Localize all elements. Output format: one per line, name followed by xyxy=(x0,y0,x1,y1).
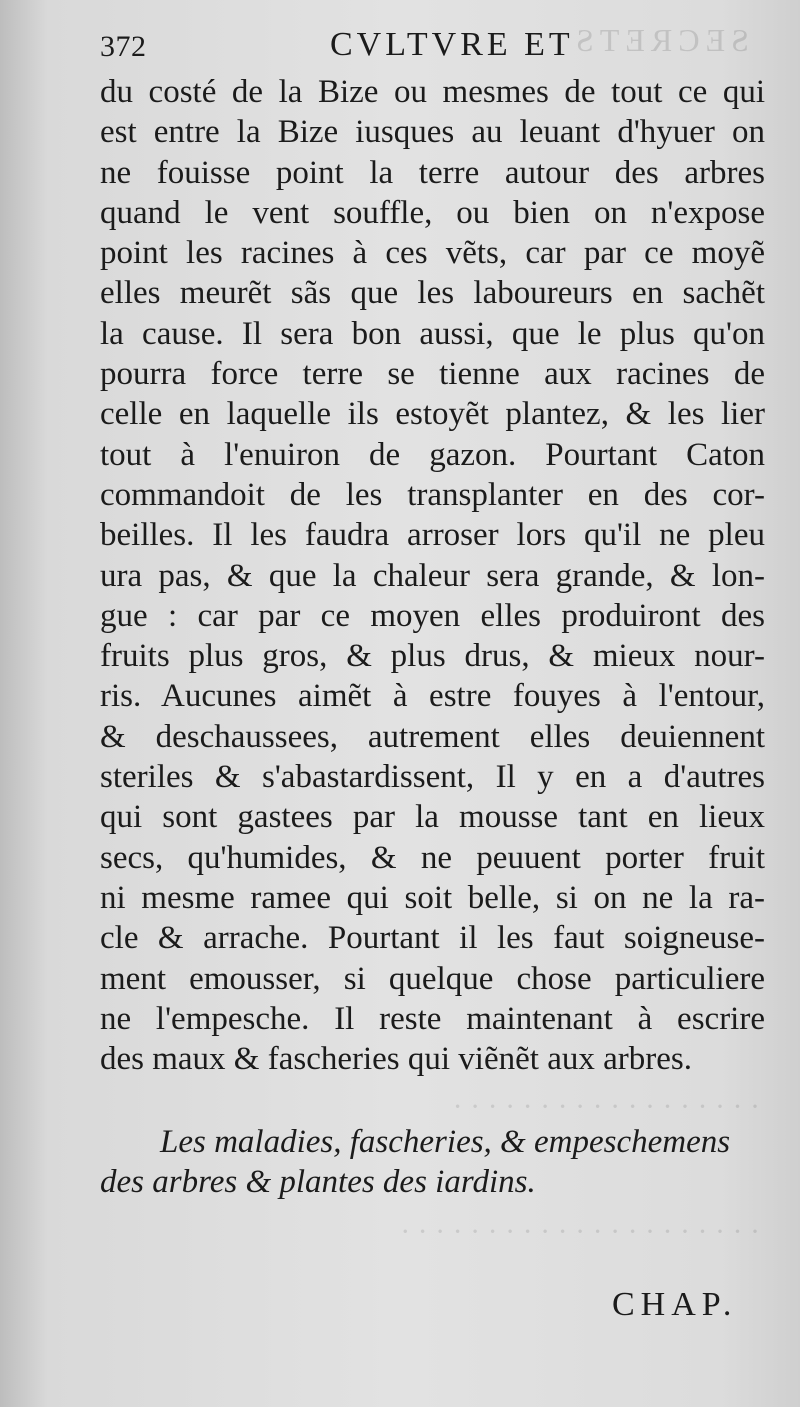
text-line: quand le vent souffle, ou bien on n'expose xyxy=(100,194,765,231)
text-line: cle & arrache. Pourtant il les faut soigneuse- xyxy=(100,920,765,957)
text-line: du costé de la Bize ou mesmes de tout ce qui xyxy=(100,74,765,110)
text-line: point les racines à ces vẽts, car par ce moyẽ xyxy=(100,235,765,272)
text-line: ura pas, & que la chaleur sera grande, & lon- xyxy=(100,557,765,594)
text-line: est entre la Bize iusques au leuant d'hyuer on xyxy=(100,114,765,151)
bleed-through-text: · · · · · · · · · · · · · · · · · · xyxy=(452,1090,760,1123)
text-line: pourra force terre se tienne aux racines de xyxy=(100,356,765,393)
section-title-line: Les maladies, fascheries, & empeschemens xyxy=(160,1124,731,1160)
text-line: steriles & s'abastardissent, Il y en a d'autres xyxy=(100,759,765,796)
text-line: ne fouisse point la terre autour des arbres xyxy=(100,154,765,191)
text-line: fruits plus gros, & plus drus, & mieux nour- xyxy=(100,638,765,675)
page-number: 372 xyxy=(100,30,147,63)
text-line: tout à l'enuiron de gazon. Pourtant Caton xyxy=(100,436,765,473)
body-text xyxy=(100,72,765,1079)
text-line: celle en laquelle ils estoyẽt plantez, & les lier xyxy=(100,396,765,433)
catchword: CHAP. xyxy=(612,1286,738,1323)
text-line: & deschaussees, autrement elles deuiennent xyxy=(100,718,765,755)
running-head: CVLTVRE ET xyxy=(330,26,574,63)
show-through-text: SECRETS xyxy=(570,22,749,58)
section-title xyxy=(100,1122,765,1202)
text-line: ni mesme ramee qui soit belle, si on ne la ra- xyxy=(100,879,765,916)
section-title-line: des arbres & plantes des iardins. xyxy=(100,1164,536,1200)
text-line: ris. Aucunes aimẽt à estre fouyes à l'entour, xyxy=(100,678,765,715)
text-line: elles meurẽt sãs que les laboureurs en sachẽt xyxy=(100,275,765,312)
text-line: beilles. Il les faudra arroser lors qu'il ne pleu xyxy=(100,517,765,554)
text-line: gue : car par ce moyen elles produiront des xyxy=(100,597,765,634)
text-line: des maux & fascheries qui viẽnẽt aux arbres. xyxy=(100,1041,692,1078)
text-line: commandoit de les transplanter en des cor- xyxy=(100,476,765,513)
text-line: secs, qu'humides, & ne peuuent porter fruit xyxy=(100,839,765,876)
text-line: ment emousser, si quelque chose particuliere xyxy=(100,960,765,997)
bleed-through-text: · · · · · · · · · · · · · · · · · · · · · xyxy=(400,1215,760,1248)
text-line: la cause. Il sera bon aussi, que le plus qu'on xyxy=(100,315,765,352)
text-line: ne l'empesche. Il reste maintenant à escrire xyxy=(100,1000,765,1037)
page-header xyxy=(100,22,760,72)
text-line: qui sont gastees par la mousse tant en lieux xyxy=(100,799,765,836)
